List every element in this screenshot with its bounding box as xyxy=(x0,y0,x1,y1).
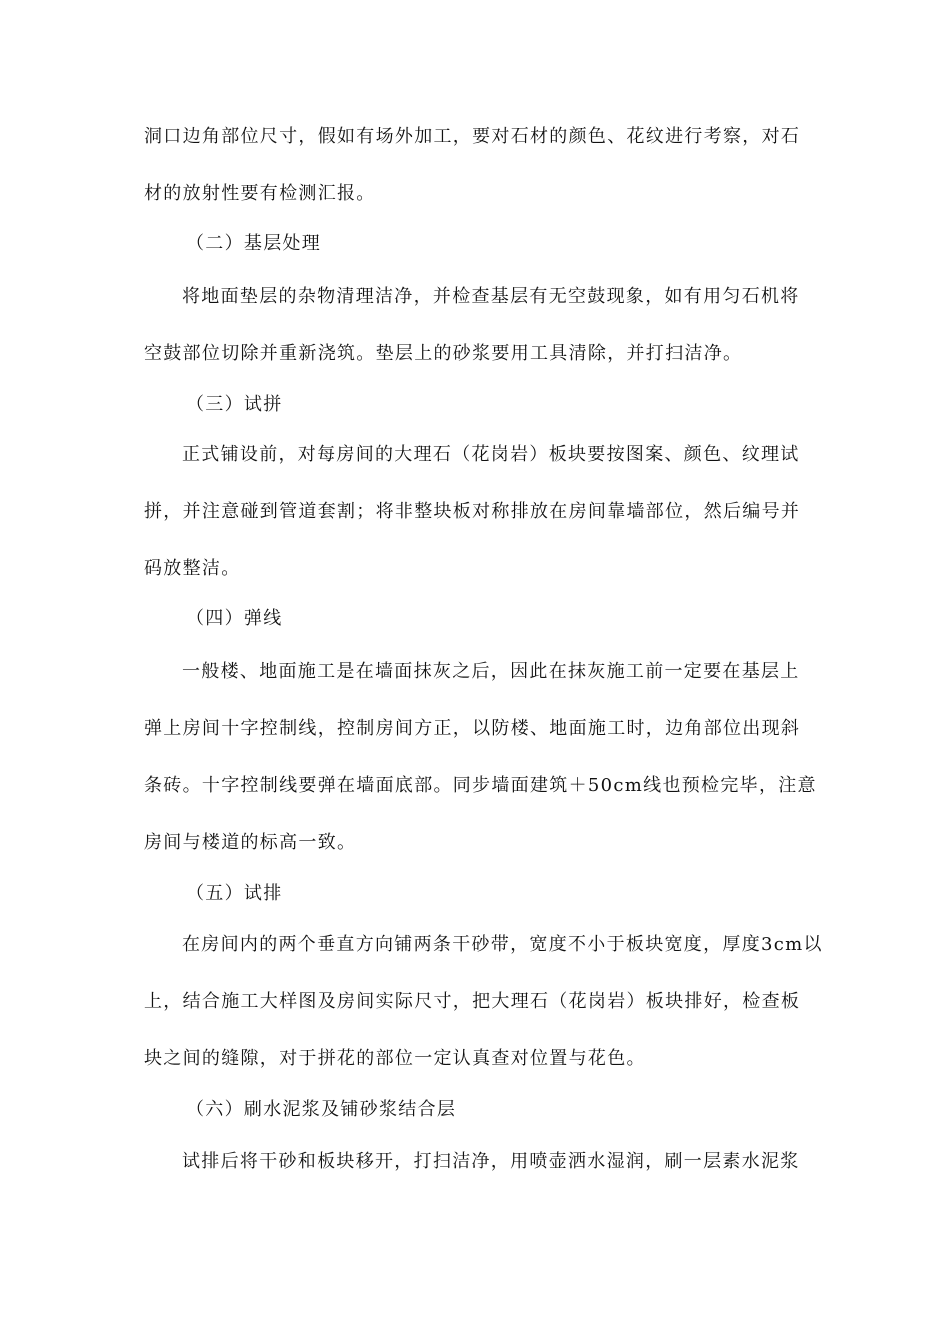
paragraph-line: 洞口边角部位尺寸，假如有场外加工，要对石材的颜色、花纹进行考察，对石 xyxy=(144,126,801,147)
paragraph-line: 块之间的缝隙，对于拼花的部位一定认真查对位置与花色。 xyxy=(144,1048,646,1069)
paragraph-line: 拼，并注意碰到管道套割；将非整块板对称排放在房间靠墙部位，然后编号并 xyxy=(144,501,801,522)
paragraph-line: 房间与楼道的标高一致。 xyxy=(144,832,357,853)
section-heading: （六）刷水泥浆及铺砂浆结合层 xyxy=(186,1099,457,1120)
paragraph-line: 将地面垫层的杂物清理洁净，并检查基层有无空鼓现象，如有用匀石机将 xyxy=(182,286,800,307)
paragraph-line: 上，结合施工大样图及房间实际尺寸，把大理石（花岗岩）板块排好，检查板 xyxy=(144,991,801,1012)
paragraph-line: 正式铺设前，对每房间的大理石（花岗岩）板块要按图案、颜色、纹理试 xyxy=(182,444,800,465)
paragraph-line: 条砖。十字控制线要弹在墙面底部。同步墙面建筑＋50cm线也预检完毕，注意 xyxy=(144,775,817,796)
paragraph-line: 材的放射性要有检测汇报。 xyxy=(144,183,376,204)
section-heading: （二）基层处理 xyxy=(186,233,322,254)
paragraph-line: 弹上房间十字控制线，控制房间方正，以防楼、地面施工时，边角部位出现斜 xyxy=(144,718,801,739)
paragraph-line: 码放整洁。 xyxy=(144,558,241,579)
paragraph-line: 空鼓部位切除并重新浇筑。垫层上的砂浆要用工具清除，并打扫洁净。 xyxy=(144,343,743,364)
section-heading: （三）试拼 xyxy=(186,394,283,415)
paragraph-line: 在房间内的两个垂直方向铺两条干砂带，宽度不小于板块宽度，厚度3cm以 xyxy=(182,934,823,955)
paragraph-line: 试排后将干砂和板块移开，打扫洁净，用喷壶洒水湿润，刷一层素水泥浆 xyxy=(182,1151,800,1172)
paragraph-line: 一般楼、地面施工是在墙面抹灰之后，因此在抹灰施工前一定要在基层上 xyxy=(182,661,800,682)
section-heading: （五）试排 xyxy=(186,883,283,904)
section-heading: （四）弹线 xyxy=(186,608,283,629)
